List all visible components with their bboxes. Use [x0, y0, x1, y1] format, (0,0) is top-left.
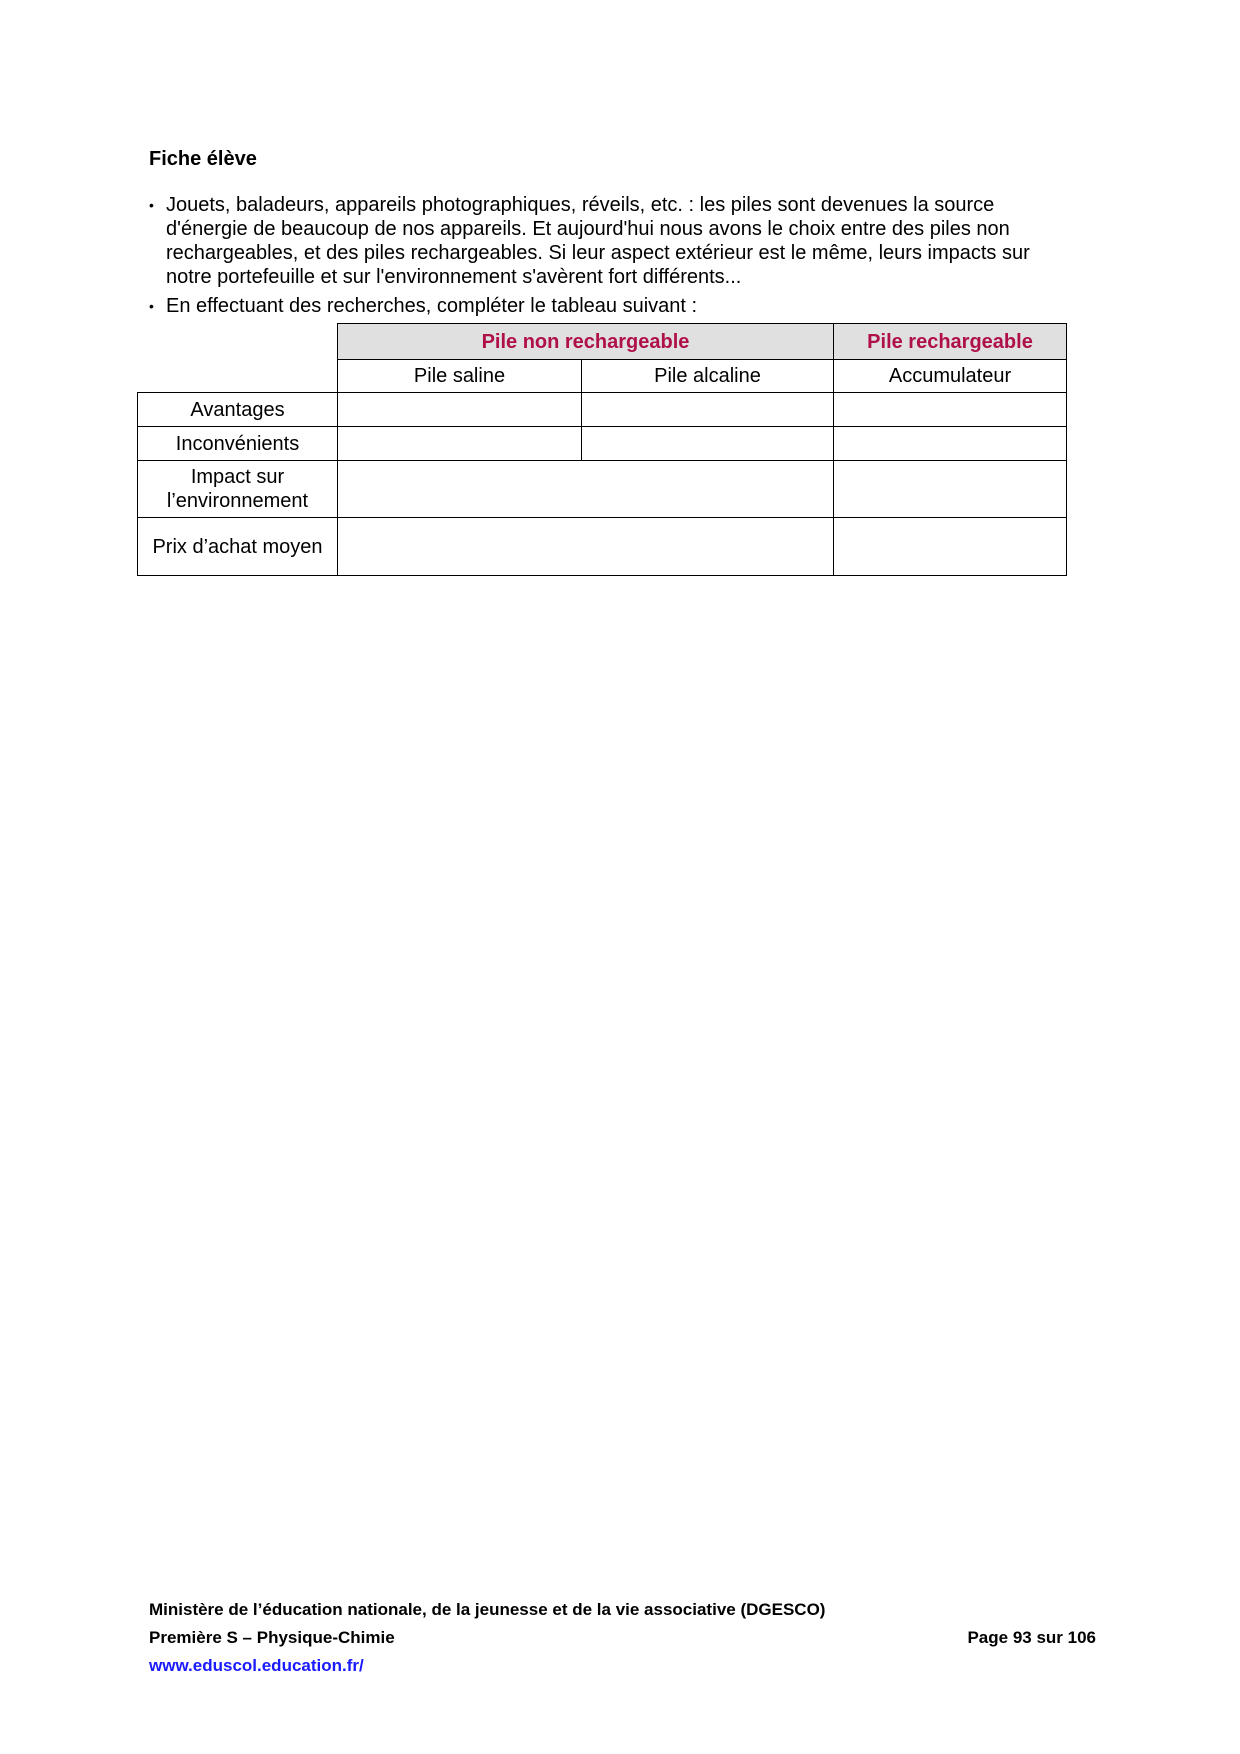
- table-cell-merged[interactable]: [338, 518, 834, 576]
- bullet-text: En effectuant des recherches, compléter le tableau suivant :: [166, 295, 698, 317]
- column-header-pile-saline: Pile saline: [338, 360, 582, 393]
- table-cell[interactable]: [834, 427, 1067, 461]
- comparison-table: [137, 323, 1067, 576]
- table-cell[interactable]: [834, 518, 1067, 576]
- table-cell[interactable]: [834, 461, 1067, 518]
- group-header-non-rechargeable: Pile non rechargeable: [338, 324, 834, 360]
- bullet-icon: •: [149, 197, 154, 213]
- column-header-pile-alcaline: Pile alcaline: [582, 360, 834, 393]
- row-label-inconvenients: Inconvénients: [138, 427, 338, 461]
- table-cell[interactable]: [338, 427, 582, 461]
- bullet-item: [149, 193, 1049, 289]
- row-label-prix: Prix d’achat moyen: [138, 518, 338, 576]
- row-label-impact: Impact sur l’environnement: [138, 461, 338, 518]
- table-row: [138, 518, 1067, 576]
- table-corner: [138, 324, 338, 360]
- table-row: [138, 461, 1067, 518]
- footer-ministry: Ministère de l’éducation nationale, de la jeunesse et de la vie associative (DGESCO): [149, 1600, 826, 1619]
- table-group-header-row: [138, 324, 1067, 360]
- bullet-icon: •: [149, 298, 154, 314]
- group-header-rechargeable: Pile rechargeable: [834, 324, 1067, 360]
- table-cell-merged[interactable]: [338, 461, 834, 518]
- table-cell[interactable]: [582, 393, 834, 427]
- footer-page-number: Page 93 sur 106: [967, 1628, 1096, 1647]
- row-label-avantages: Avantages: [138, 393, 338, 427]
- section-heading: Fiche élève: [149, 148, 257, 170]
- table-row: [138, 393, 1067, 427]
- table-cell[interactable]: [834, 393, 1067, 427]
- table-sub-header-row: [138, 360, 1067, 393]
- bullet-item: [149, 294, 1049, 318]
- table-row: [138, 427, 1067, 461]
- table-corner: [138, 360, 338, 393]
- footer-link[interactable]: www.eduscol.education.fr/: [149, 1656, 364, 1675]
- column-header-accumulateur: Accumulateur: [834, 360, 1067, 393]
- footer-level: Première S – Physique-Chimie: [149, 1628, 395, 1647]
- bullet-text: Jouets, baladeurs, appareils photographiques, réveils, etc. : les piles sont devenues la source d'énergie de beaucoup de nos appareils. Et aujourd'hui nous avons le choix entre des piles non rechargeables, et des piles rechargeables. Si leur aspect extérieur est le même, leurs impacts sur notre portefeuille et sur l'environnement s'avèrent fort différents...: [166, 194, 1030, 288]
- table-cell[interactable]: [582, 427, 834, 461]
- table-cell[interactable]: [338, 393, 582, 427]
